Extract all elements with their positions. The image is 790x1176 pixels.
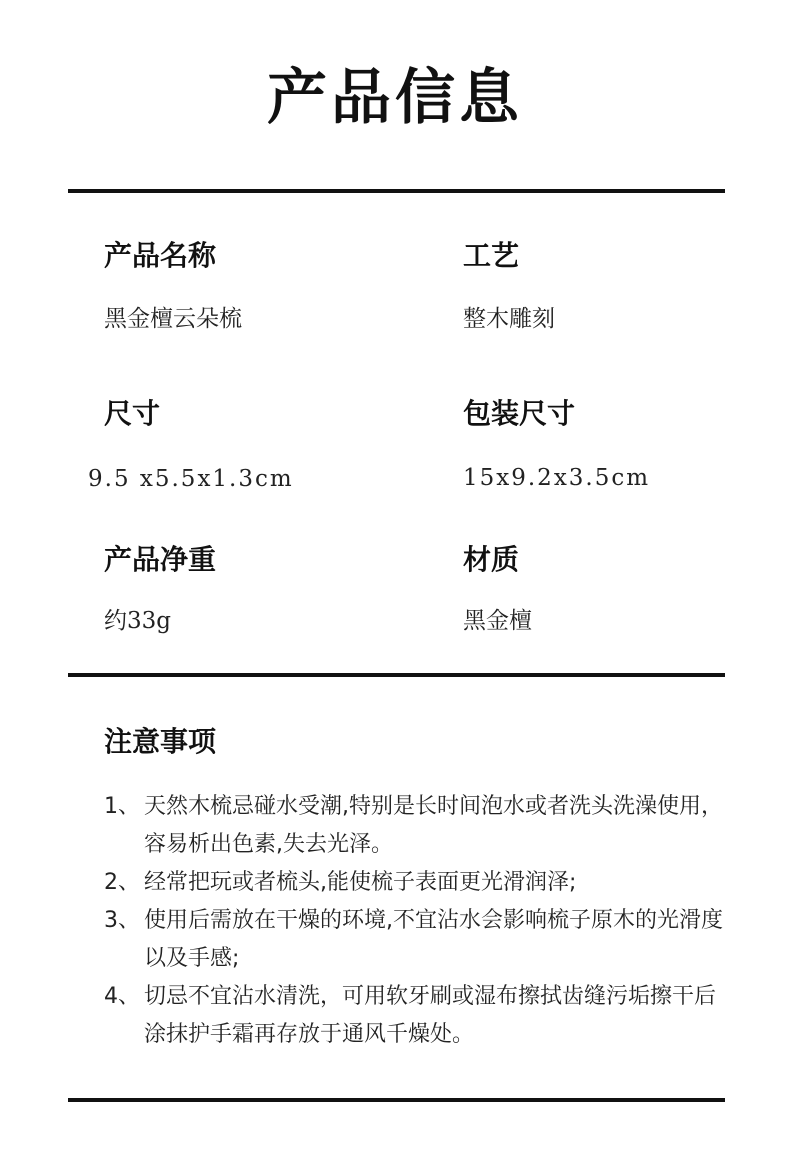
note-number: 3、	[104, 908, 140, 933]
top-divider	[68, 189, 725, 193]
product-name-label: 产品名称	[104, 239, 217, 272]
page-title: 产品信息	[267, 63, 523, 133]
size-value: 9.5 x5.5x1.3cm	[88, 466, 294, 492]
note-number: 2、	[104, 870, 140, 895]
bottom-divider	[68, 1098, 725, 1102]
note-text: 天然木梳忌碰水受潮,特别是长时间泡水或者洗头洗澡使用，容易析出色素,失去光泽。	[144, 794, 723, 857]
net-weight-label: 产品净重	[104, 543, 217, 576]
net-weight-value: 约33g	[104, 608, 171, 634]
note-number: 1、	[104, 794, 140, 819]
notes-title: 注意事项	[104, 725, 217, 758]
craft-value: 整木雕刻	[463, 306, 555, 332]
note-text: 经常把玩或者梳头,能使梳子表面更光滑润泽;	[144, 870, 577, 895]
size-label: 尺寸	[104, 397, 161, 430]
note-number: 4、	[104, 984, 140, 1009]
note-item	[104, 978, 724, 1054]
product-name-value: 黑金檀云朵梳	[104, 306, 242, 332]
notes-list	[104, 788, 724, 1054]
note-text: 使用后需放在干燥的环境,不宜沾水会影响梳子原木的光滑度以及手感;	[144, 908, 723, 971]
note-item	[104, 864, 724, 902]
package-size-value: 15x9.2x3.5cm	[463, 465, 651, 491]
note-item	[104, 788, 724, 864]
note-item	[104, 902, 724, 978]
package-size-label: 包装尺寸	[463, 397, 576, 430]
craft-label: 工艺	[463, 239, 520, 272]
material-value: 黑金檀	[463, 608, 532, 634]
middle-divider	[68, 673, 725, 677]
material-label: 材质	[463, 543, 520, 576]
note-text: 切忌不宜沾水清洗，可用软牙刷或湿布擦拭齿缝污垢擦干后涂抹护手霜再存放于通风千燥处。	[144, 984, 717, 1047]
